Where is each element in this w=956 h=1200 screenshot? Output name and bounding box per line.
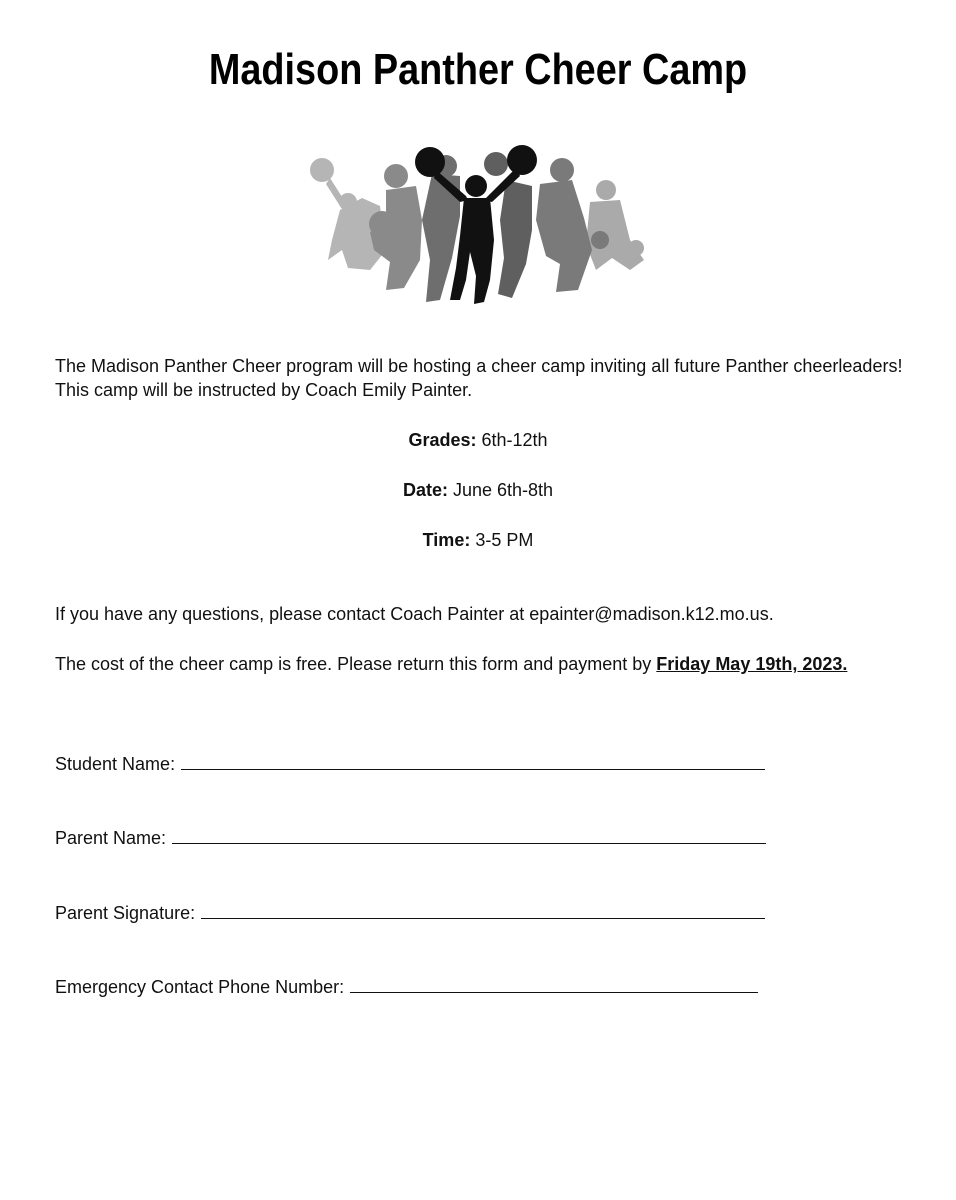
student-name-label: Student Name:	[55, 754, 176, 774]
emergency-phone-line[interactable]	[350, 974, 758, 993]
parent-signature-line[interactable]	[201, 900, 765, 919]
grades-label: Grades:	[408, 430, 477, 450]
parent-name-line[interactable]	[172, 825, 766, 844]
grades-line	[0, 428, 956, 452]
parent-signature-field	[55, 900, 765, 925]
parent-signature-label: Parent Signature:	[55, 903, 196, 923]
parent-name-label: Parent Name:	[55, 828, 167, 848]
deadline-text: Friday May 19th, 2023.	[656, 654, 848, 674]
intro-paragraph: The Madison Panther Cheer program will be hosting a cheer camp inviting all future Panther cheerleaders! This camp will be instructed by Coach Emily Painter.	[55, 356, 903, 400]
date-label: Date:	[402, 480, 448, 500]
date-value: June 6th-8th	[447, 480, 554, 500]
cheerleaders-silhouette-image	[300, 140, 650, 315]
date-line	[0, 478, 956, 502]
cost-paragraph	[55, 652, 915, 676]
page-title: Madison Panther Cheer Camp	[208, 45, 748, 94]
cheerleader-figure-6	[586, 180, 644, 270]
emergency-phone-label: Emergency Contact Phone Number:	[55, 977, 345, 997]
grades-value: 6th-12th	[476, 430, 548, 450]
time-line	[0, 528, 956, 552]
time-value: 3-5 PM	[470, 530, 534, 550]
parent-name-field	[55, 825, 766, 850]
cheerleader-figure-2	[369, 164, 422, 290]
time-label: Time:	[422, 530, 471, 550]
emergency-phone-field	[55, 974, 758, 999]
student-name-line[interactable]	[181, 751, 765, 770]
student-name-field	[55, 751, 765, 776]
questions-paragraph: If you have any questions, please contact Coach Painter at epainter@madison.k12.mo.us.	[55, 604, 774, 624]
cost-text: The cost of the cheer camp is free. Please return this form and payment by	[55, 654, 657, 674]
